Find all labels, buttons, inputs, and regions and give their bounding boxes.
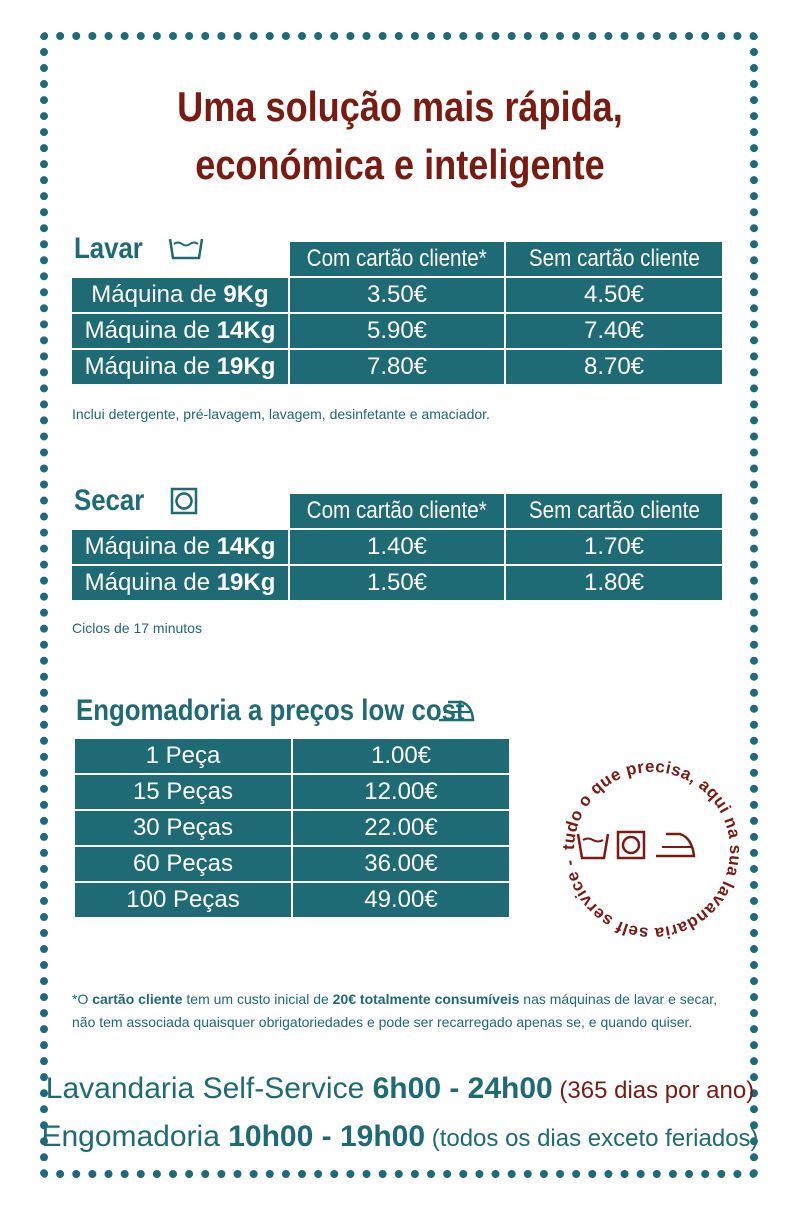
qty-cell: 100 Peças: [75, 883, 291, 917]
engomadoria-heading: [76, 694, 476, 728]
price-cell: 22.00€: [293, 811, 509, 845]
secar-col-without: Sem cartão cliente: [506, 494, 722, 528]
secar-note: Ciclos de 17 minutos: [72, 620, 202, 636]
secar-col-with: Com cartão cliente*: [290, 494, 504, 528]
lavar-heading-text: Lavar: [74, 232, 143, 265]
engomadoria-price-table: [73, 737, 511, 919]
engomadoria-heading-text: Engomadoria a preços low cost: [76, 694, 465, 727]
page-title: [56, 78, 744, 194]
title-line-1: Uma solução mais rápida,: [177, 83, 623, 130]
price-cell: 49.00€: [293, 883, 509, 917]
laundry-hours: Lavandaria Self-Service 6h00 - 24h00 (365 dias por ano): [45, 1072, 755, 1105]
qty-cell: 30 Peças: [75, 811, 291, 845]
table-row: [75, 883, 509, 917]
lavar-col-without: Sem cartão cliente: [506, 242, 722, 276]
lavar-header-empty: [72, 242, 288, 276]
price-without-card: 4.50€: [506, 278, 722, 312]
secar-header-row: [72, 494, 722, 528]
footnote-line-1: *O cartão cliente tem um custo inicial de 20€ totalmente consumíveis nas máquinas de lavar e secar,: [72, 991, 718, 1007]
machine-cell: Máquina de 14Kg: [72, 530, 288, 564]
price-with-card: 1.50€: [290, 566, 504, 600]
price-with-card: 1.40€: [290, 530, 504, 564]
price-without-card: 1.80€: [506, 566, 722, 600]
machine-cell: Máquina de 19Kg: [72, 566, 288, 600]
price-cell: 36.00€: [293, 847, 509, 881]
table-row: [72, 278, 722, 312]
machine-cell: Máquina de 19Kg: [72, 350, 288, 384]
footnote-line-2: não tem associada quaisquer obrigatoriedades e pode ser recarregado apenas se, e quando quiser.: [72, 1014, 693, 1030]
table-row: [75, 847, 509, 881]
machine-cell: Máquina de 14Kg: [72, 314, 288, 348]
circular-stamp: [552, 750, 752, 950]
table-row: [75, 739, 509, 773]
table-row: [75, 775, 509, 809]
stamp-text: tudo o que precisa, aqui na sua lavandaria self service -: [558, 756, 746, 944]
table-row: [72, 314, 722, 348]
price-without-card: 1.70€: [506, 530, 722, 564]
price-without-card: 8.70€: [506, 350, 722, 384]
table-row: [72, 530, 722, 564]
qty-cell: 15 Peças: [75, 775, 291, 809]
table-row: [75, 811, 509, 845]
machine-cell: Máquina de 9Kg: [72, 278, 288, 312]
price-cell: 12.00€: [293, 775, 509, 809]
secar-header-empty: [72, 494, 288, 528]
price-with-card: 7.80€: [290, 350, 504, 384]
ironing-hours: Engomadoria 10h00 - 19h00 (todos os dias exceto feriados): [41, 1120, 759, 1153]
title-line-2: económica e inteligente: [195, 141, 605, 188]
table-row: [72, 350, 722, 384]
price-with-card: 5.90€: [290, 314, 504, 348]
qty-cell: 60 Peças: [75, 847, 291, 881]
stamp-iron-icon: [656, 834, 694, 856]
qty-cell: 1 Peça: [75, 739, 291, 773]
price-with-card: 3.50€: [290, 278, 504, 312]
lavar-price-table: [70, 240, 724, 386]
lavar-note: Inclui detergente, pré-lavagem, lavagem, desinfetante e amaciador.: [72, 406, 490, 422]
footnote: [72, 988, 717, 1034]
secar-heading-text: Secar: [74, 484, 145, 517]
price-without-card: 7.40€: [506, 314, 722, 348]
stamp-washtub-icon: [578, 834, 608, 858]
secar-price-table: [70, 492, 724, 602]
table-row: [72, 566, 722, 600]
lavar-header-row: [72, 242, 722, 276]
price-cell: 1.00€: [293, 739, 509, 773]
lavar-col-with: Com cartão cliente*: [290, 242, 504, 276]
stamp-dryer-icon: [618, 832, 644, 858]
